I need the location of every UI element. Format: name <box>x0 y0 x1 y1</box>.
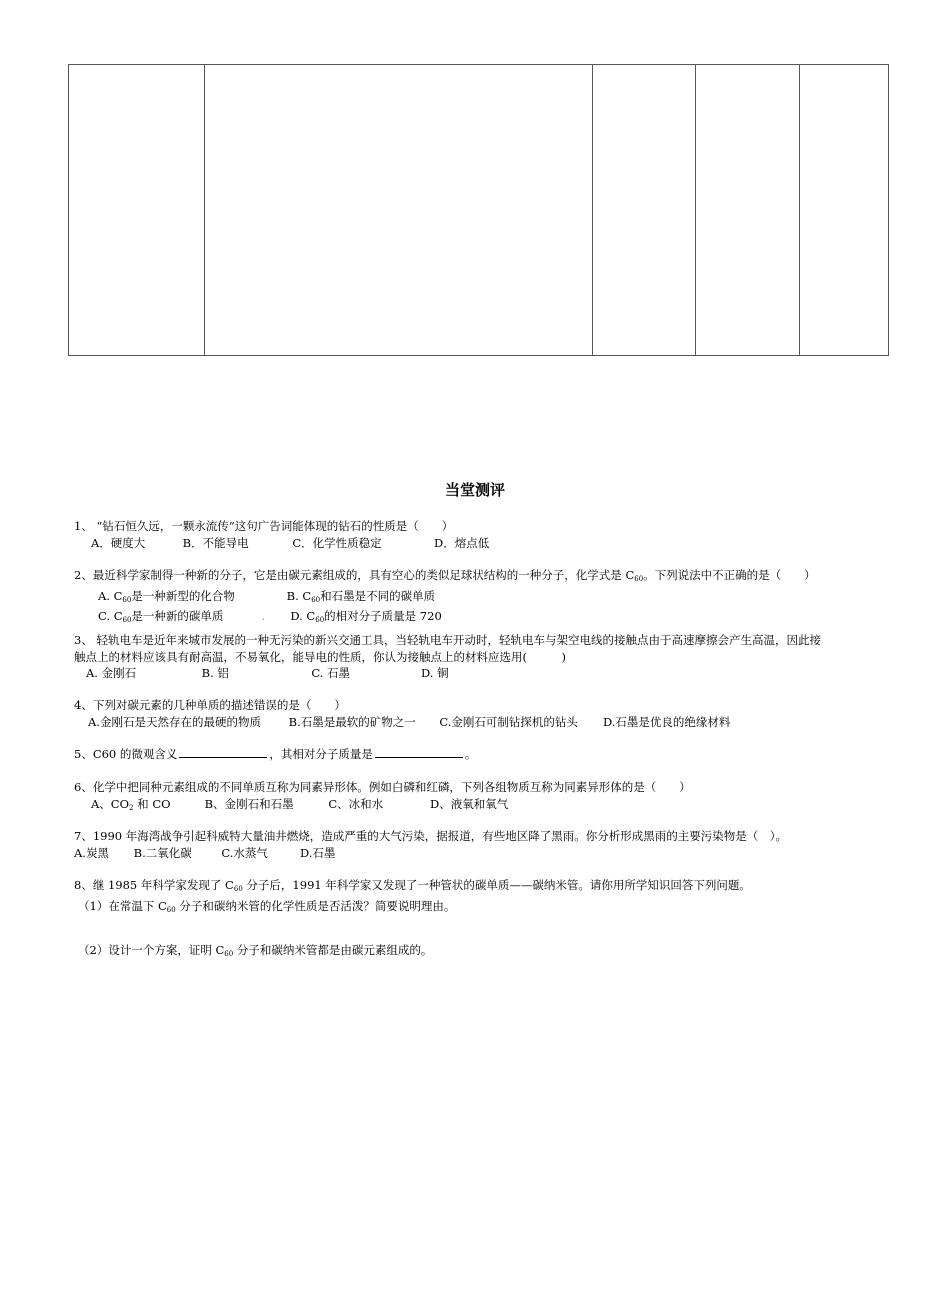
question-5: 5、C60 的微观含义 ，其相对分子质量是 。 <box>74 747 477 761</box>
question-8-part-2: （2）设计一个方案，证明 C60 分子和碳纳米管都是由碳元素组成的。 <box>78 943 433 958</box>
question-1-option-d: D．熔点低 <box>433 535 490 550</box>
table-cell <box>696 65 800 356</box>
stray-dot: . <box>261 609 266 623</box>
question-4-option-b: B.石墨是最软的矿物之一 <box>288 714 416 729</box>
question-1-option-a: A．硬度大 <box>91 535 146 550</box>
question-3 <box>74 632 894 682</box>
question-2-option-d: D. C60的相对分子质量是 720 <box>290 609 442 624</box>
question-2-option-b: B. C60和石墨是不同的碳单质 <box>286 588 436 604</box>
question-3-option-d: D. 铜 <box>420 666 449 680</box>
question-6-stem: 6、化学中把同种元素组成的不同单质互称为同素异形体。例如白磷和红磷，下列各组物质互称为同素异形体的是（ ） <box>74 780 691 794</box>
question-3-stem-line-1: 3、 轻轨电车是近年来城市发展的一种无污染的新兴交通工具，当轻轨电车开动时，轻轨电车与架空电线的接触点由于高速摩擦会产生高温，因此接 <box>74 633 821 647</box>
question-7-option-a: A.炭黑 <box>74 845 109 860</box>
question-6-option-d: D、液氧和氧气 <box>429 796 509 811</box>
question-8-part-1: （1）在常温下 C60 分子和碳纳米管的化学性质是否活泼？简要说明理由。 <box>78 898 456 914</box>
question-7-option-b: B.二氧化碳 <box>133 845 192 860</box>
table-cell <box>593 65 696 356</box>
question-8-stem: 8、继 1985 年科学家发现了 C60 分子后，1991 年科学家又发现了一种管状的碳单质——碳纳米管。请你用所学知识回答下列问题。 <box>74 878 751 893</box>
question-8 <box>74 877 894 918</box>
question-6 <box>74 779 894 816</box>
question-2 <box>74 567 894 629</box>
question-1 <box>74 518 894 551</box>
table-cell <box>800 65 889 356</box>
question-3-option-b: B. 铝 <box>201 666 229 680</box>
question-7-stem: 7、1990 年海湾战争引起科威特大量油井燃烧，造成严重的大气污染，据报道，有些地区降了黑雨。你分析形成黑雨的主要污染物是（ ）。 <box>74 829 787 843</box>
question-6-option-a: A、CO2 和 CO <box>91 796 171 812</box>
question-3-option-a: A. 金刚石 <box>86 666 137 680</box>
question-4-option-a: A.金刚石是天然存在的最硬的物质 <box>88 714 261 729</box>
answer-blank-1[interactable] <box>179 746 267 758</box>
question-7 <box>74 828 894 861</box>
question-6-option-b: B、金刚石和石墨 <box>204 796 294 811</box>
question-4-stem: 4、下列对碳元素的几种单质的描述错误的是（ ） <box>74 698 346 712</box>
question-1-option-c: C．化学性质稳定 <box>292 535 382 550</box>
question-1-option-b: B．不能导电 <box>182 535 249 550</box>
question-4-option-c: C.金刚石可制钻探机的钻头 <box>439 714 578 729</box>
question-2-stem: 2、最近科学家制得一种新的分子，它是由碳元素组成的，具有空心的类似足球状结构的一种分子，化学式是 C60。下列说法中不正确的是（ ） <box>74 568 816 583</box>
table-cell <box>69 65 205 356</box>
question-2-option-a: A. C60是一种新型的化合物 <box>98 588 235 604</box>
question-1-stem: 1、 “钻石恒久远，一颗永流传”这句广告词能体现的钻石的性质是（ ） <box>74 519 454 533</box>
question-6-option-c: C、冰和水 <box>328 796 384 811</box>
question-4 <box>74 697 894 730</box>
table-cell <box>205 65 593 356</box>
answer-blank-2[interactable] <box>375 746 463 758</box>
question-3-option-c: C. 石墨 <box>311 666 351 680</box>
question-3-stem-line-2: 触点上的材料应该具有耐高温，不易氧化，能导电的性质，你认为接触点上的材料应选用( ) <box>74 649 566 664</box>
question-7-option-c: C.水蒸气 <box>221 845 268 860</box>
answer-table <box>68 64 888 356</box>
section-title: 当堂测评 <box>444 481 505 499</box>
question-2-option-c: C. C60是一种新的碳单质 <box>98 609 224 624</box>
question-7-option-d: D.石墨 <box>299 845 336 860</box>
question-4-option-d: D.石墨是优良的绝缘材料 <box>602 714 731 729</box>
